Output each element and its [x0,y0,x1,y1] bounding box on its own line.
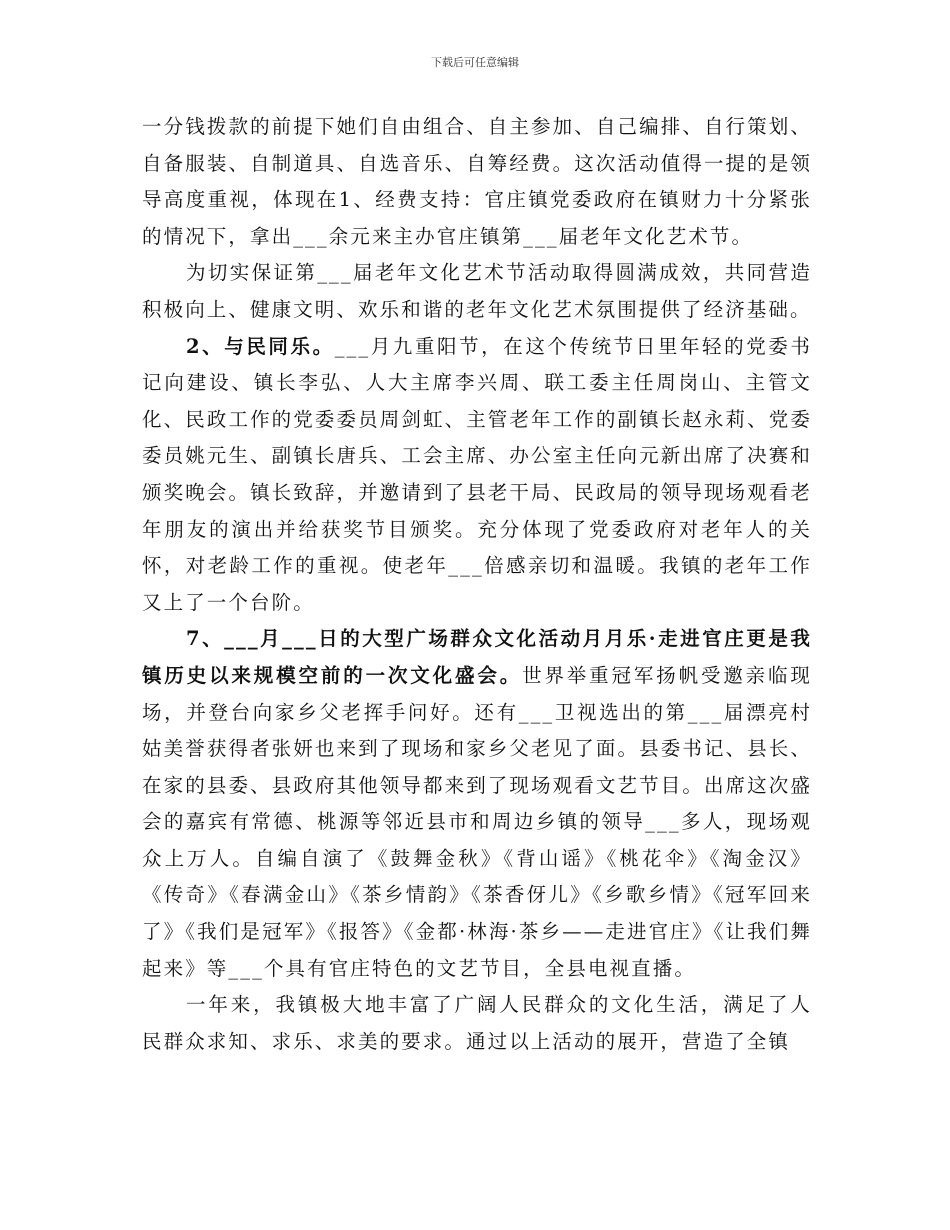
paragraph-4-text: 世界举重冠军扬帆受邀亲临现场，并登台向家乡父老挥手问好。还有___卫视选出的第___届漂亮村姑美誉获得者张妍也来到了现场和家乡父老见了面。县委书记、县长、在家的县委、县政府其他领导都来到了现场观看文艺节目。出席这次盛会的嘉宾有常德、桃源等邻近县市和周边乡镇的领导___多人，现场观众上万人。自编自演了《鼓舞金秋》《背山谣》《桃花伞》《淘金汉》《传奇》《春满金山》《茶乡情韵》《茶香伢儿》《乡歌乡情》《冠军回来了》《我们是冠军》《报答》《金都·林海·茶乡——走进官庄》《让我们舞起来》等___个具有官庄特色的文艺节目，全县电视直播。 [142,663,812,980]
page-header: 下载后可任意编辑 [431,56,519,69]
document-body [142,109,812,1060]
paragraph-4-heading: 7、___月___日的大型广场群众文化活动月月乐·走进官庄更是我镇历史以来规模空前的一次文化盛会。 [142,627,812,687]
paragraph-3-heading: 2、与民同乐。 [186,334,335,358]
paragraph-3 [142,329,812,622]
paragraph-4 [142,621,812,987]
paragraph-5: 一年来，我镇极大地丰富了广阔人民群众的文化生活，满足了人民群众求知、求乐、求美的要求。通过以上活动的展开，营造了全镇 [142,993,812,1053]
paragraph-2: 为切实保证第___届老年文化艺术节活动取得圆满成效，共同营造积极向上、健康文明、欢乐和谐的老年文化艺术氛围提供了经济基础。 [142,261,812,321]
paragraph-1: 一分钱拨款的前提下她们自由组合、自主参加、自己编排、自行策划、自备服装、自制道具、自选音乐、自筹经费。这次活动值得一提的是领导高度重视，体现在1、经费支持：官庄镇党委政府在镇财力十分紧张的情况下，拿出___余元来主办官庄镇第___届老年文化艺术节。 [142,115,812,248]
paragraph-3-text: ___月九重阳节，在这个传统节日里年轻的党委书记向建设、镇长李弘、人大主席李兴周、联工委主任周岗山、主管文化、民政工作的党委委员周剑虹、主管老年工作的副镇长赵永莉、党委委员姚元生、副镇长唐兵、工会主席、办公室主任向元新出席了决赛和颁奖晚会。镇长致辞，并邀请到了县老干局、民政局的领导现场观看老年朋友的演出并给获奖节目颁奖。充分体现了党委政府对老年人的关怀，对老龄工作的重视。使老年___倍感亲切和温暖。我镇的老年工作又上了一个台阶。 [142,334,812,614]
